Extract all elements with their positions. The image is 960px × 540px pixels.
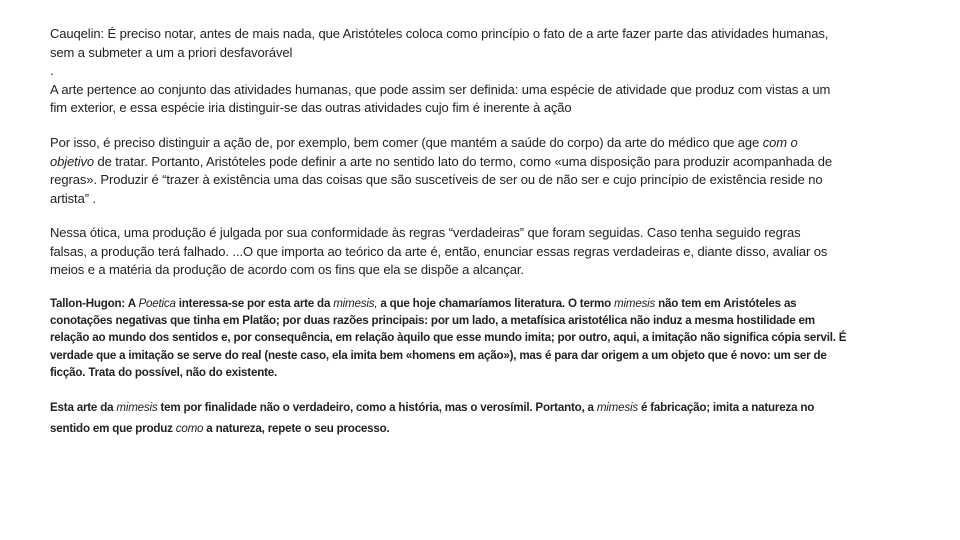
text-run: a natureza, repete o seu processo.: [203, 422, 390, 435]
italic-text-run: mimesis,: [333, 297, 378, 310]
text-run: Esta arte da: [50, 401, 117, 414]
text-run: Por isso, é preciso distinguir a ação de, por exemplo, bem comer (que mantém a saúde do corpo) da arte do médico que age: [50, 135, 763, 150]
paragraph-tallon-hugon: [50, 295, 912, 381]
text-line: fim exterior, e essa espécie iria distinguir-se das outras atividades cujo fim é inerente à ação: [50, 100, 572, 115]
text-line: regras». Produzir é “trazer à existência uma das coisas que são suscetíveis de ser ou de não ser e cujo princípio de existência reside no: [50, 172, 823, 187]
text-line: Nessa ótica, uma produção é julgada por sua conformidade às regras “verdadeiras” que foram seguidas. Caso tenha seguido regras: [50, 225, 801, 240]
text-line: Cauqelin: É preciso notar, antes de mais nada, que Aristóteles coloca como princípio o fato de a arte fazer parte das atividades humanas,: [50, 26, 829, 41]
text-line: relação ao mundo dos sentidos e, por consequência, em relação àquilo que esse mundo imita; por outro, aqui, a imitação não significa cópia servil. É: [50, 331, 847, 345]
text-line: [50, 418, 912, 439]
italic-text-run: objetivo: [50, 153, 95, 169]
text-line: [50, 153, 912, 172]
text-line: meios e a matéria da produção de acordo com os fins que ela se dispõe a alcançar.: [50, 262, 524, 277]
text-run: a que hoje chamaríamos literatura. O termo: [377, 297, 615, 310]
italic-text-run: com o: [762, 135, 798, 150]
text-line: [50, 397, 912, 418]
text-line: falsas, a produção terá falhado. ...O que importa ao teórico da arte é, então, enunciar essas regras verdadeiras e, diante disso, avaliar os: [50, 243, 828, 259]
text-line: [50, 295, 912, 312]
italic-text-run: mimesis: [614, 297, 656, 310]
text-run: tem por finalidade não o verdadeiro, como a história, mas o verosímil. Portanto, a: [157, 401, 597, 414]
text-line: [50, 134, 912, 153]
italic-text-run: mimesis: [116, 401, 158, 414]
text-line: sem a submeter a um a priori desfavorável: [50, 44, 293, 60]
text-run: não tem em Aristóteles as: [655, 297, 797, 310]
text-run: interessa-se por esta arte da: [175, 297, 334, 310]
text-run: Tallon-Hugon: A: [50, 297, 139, 310]
text-line: .: [50, 63, 54, 78]
italic-text-run: como: [175, 422, 204, 435]
italic-text-run: mimesis: [596, 401, 638, 414]
text-line: verdade que a imitação se serve do real (neste caso, ela imita bem «homens em ação»), mas é para dar origem a um objeto que é novo: um ser de: [50, 348, 827, 362]
text-run: sentido em que produz: [50, 422, 176, 435]
text-line: A arte pertence ao conjunto das atividades humanas, que pode assim ser definida: uma espécie de atividade que produz com vistas a um: [50, 81, 831, 97]
text-run: é fabricação; imita a natureza no: [637, 401, 815, 414]
paragraph-mimesis-purpose: [50, 397, 912, 439]
text-line: artista” .: [50, 190, 96, 206]
text-run: de tratar. Portanto, Aristóteles pode definir a arte no sentido lato do termo, como «uma disposição para produzir acompanhada de: [94, 153, 832, 169]
text-line: conotações negativas que tinha em Platão; por duas razões principais: por um lado, a metafísica aristotélica não induz a mesma hostilidade em: [50, 314, 815, 328]
paragraph-art-definition: [50, 134, 912, 208]
paragraph-true-rules: [50, 224, 912, 280]
text-line: ficção. Trata do possível, não do existente.: [50, 365, 278, 379]
italic-text-run: Poetica: [138, 297, 176, 310]
paragraph-cauquelin-intro: [50, 25, 912, 118]
